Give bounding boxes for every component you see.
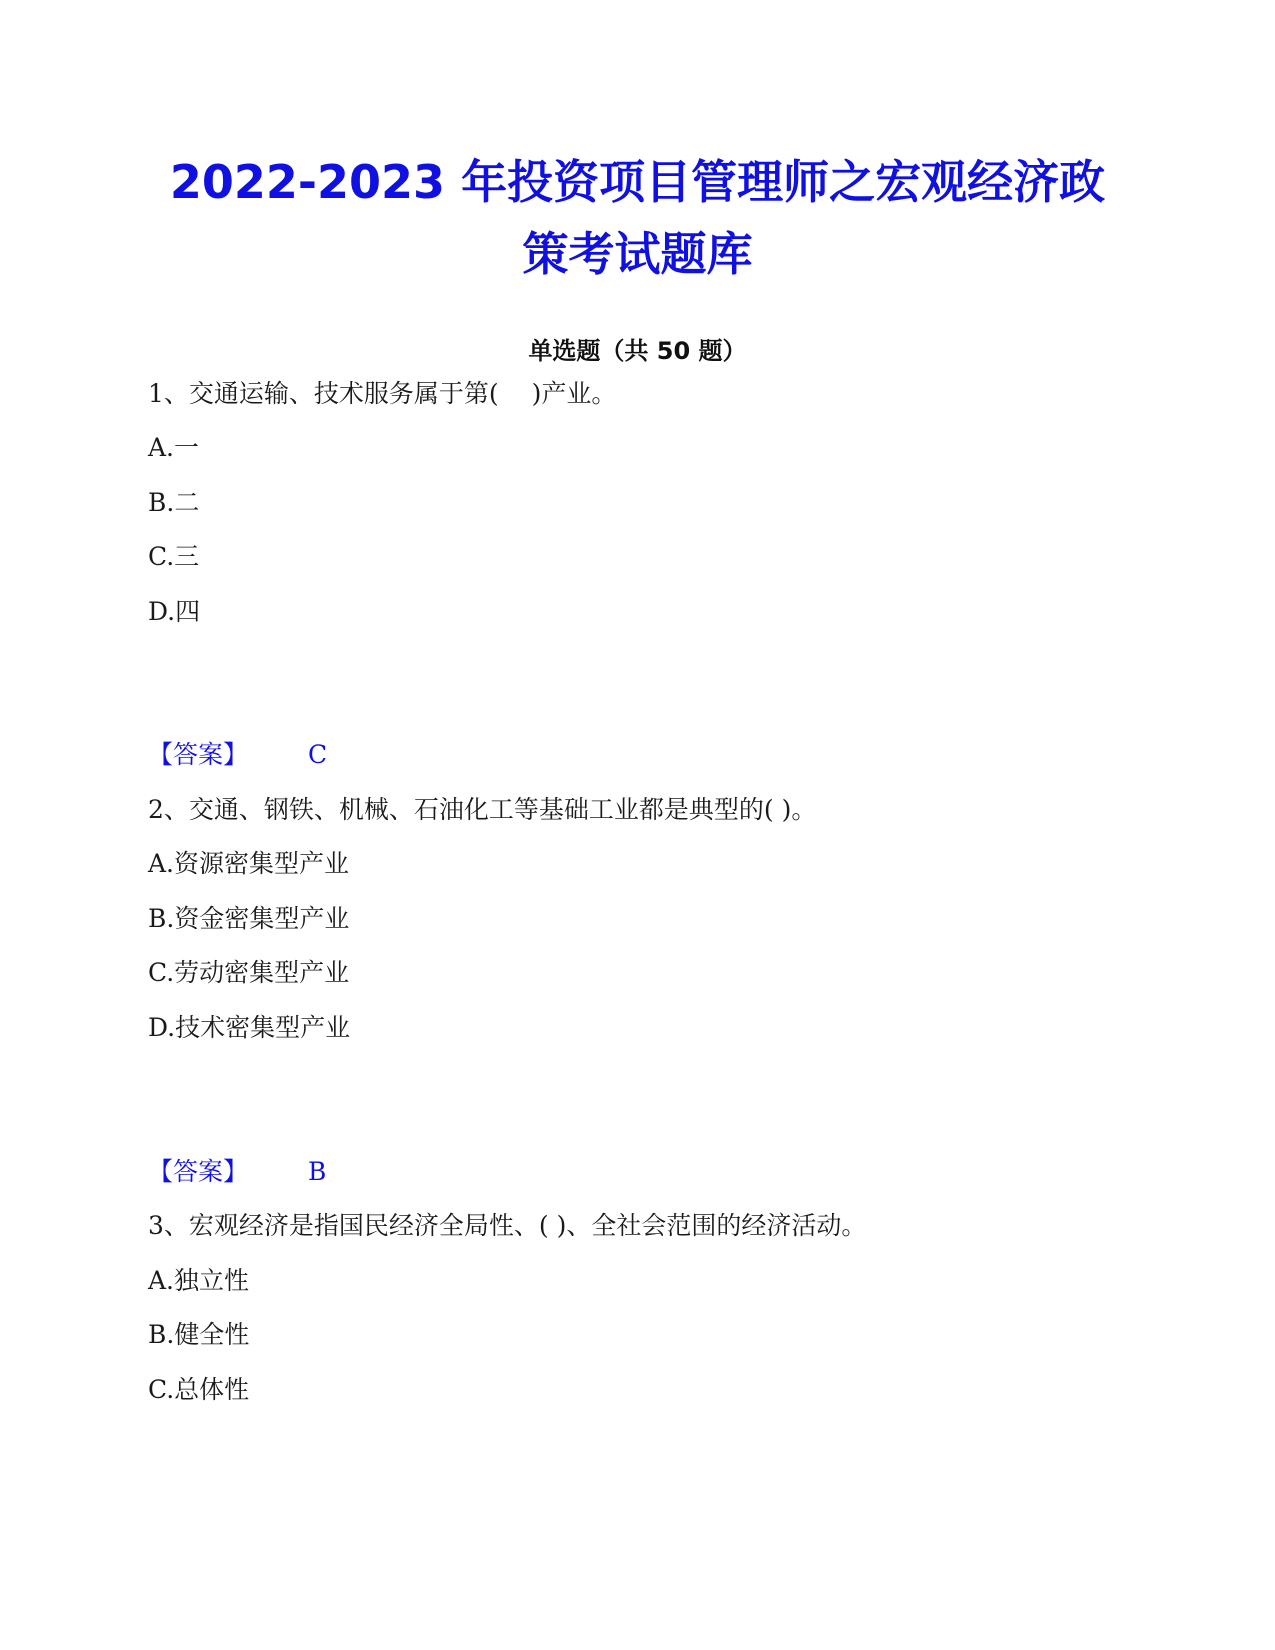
question-1-stem: 1、交通运输、技术服务属于第( )产业。 <box>148 379 617 408</box>
question-1-option-c: C.三 <box>148 542 200 571</box>
section-heading: 单选题（共 50 题） <box>528 337 747 365</box>
answer-label: 【答案】 <box>148 1157 249 1186</box>
question-3-stem: 3、宏观经济是指国民经济全局性、( )、全社会范围的经济活动。 <box>148 1211 867 1240</box>
question-2-stem: 2、交通、钢铁、机械、石油化工等基础工业都是典型的( )。 <box>148 795 817 824</box>
question-1-option-d: D.四 <box>148 597 201 626</box>
question-2-option-d: D.技术密集型产业 <box>148 1013 351 1042</box>
question-1-answer <box>148 737 328 773</box>
document-title-line-1: 2022-2023 年投资项目管理师之宏观经济政 <box>169 155 1106 209</box>
document-title-line-2: 策考试题库 <box>522 227 753 281</box>
question-3-option-a: A.独立性 <box>148 1266 250 1295</box>
question-3-option-b: B.健全性 <box>148 1320 250 1349</box>
question-3-option-c: C.总体性 <box>148 1375 250 1404</box>
question-1-option-b: B.二 <box>148 488 200 517</box>
answer-value: B <box>308 1157 327 1186</box>
answer-label: 【答案】 <box>148 740 249 769</box>
question-1-option-a: A.一 <box>148 433 200 462</box>
answer-value: C <box>308 740 328 769</box>
question-2-answer <box>148 1154 327 1190</box>
question-2-option-c: C.劳动密集型产业 <box>148 958 350 987</box>
question-2-option-a: A.资源密集型产业 <box>148 849 350 878</box>
question-2-option-b: B.资金密集型产业 <box>148 904 350 933</box>
